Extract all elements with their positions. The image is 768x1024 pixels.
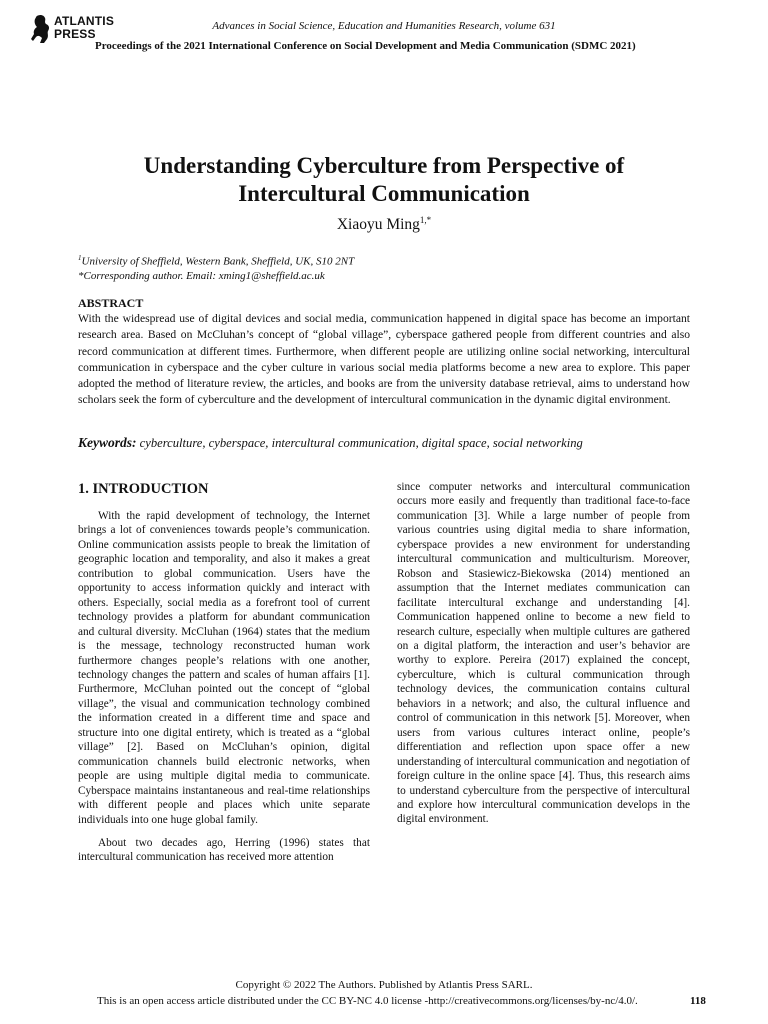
keywords-label: Keywords: [78, 435, 137, 450]
title-line1: Understanding Cyberculture from Perspective of [143, 153, 625, 178]
paper-title [60, 152, 708, 208]
right-column [397, 480, 690, 827]
author-marks: 1,* [419, 215, 432, 225]
author-name: Xiaoyu Ming [336, 216, 420, 234]
abstract-heading: ABSTRACT [78, 296, 144, 310]
left-column [78, 509, 370, 865]
corresponding-author: *Corresponding author. Email: xming1@sheffield.ac.uk [78, 269, 325, 282]
affiliation: University of Sheffield, Western Bank, Sheffield, UK, S10 2NT [81, 255, 355, 268]
intro-paragraph-2: About two decades ago, Herring (1996) states that intercultural communication has received more attention [78, 836, 370, 864]
copyright-notice: Copyright © 2022 The Authors. Published by Atlantis Press SARL. [235, 979, 533, 991]
title-line2: Intercultural Communication [238, 181, 530, 206]
affiliations [78, 251, 354, 283]
intro-paragraph-1: With the rapid development of technology, the Internet brings a lot of conveniences towards people’s communication. Online communication assists people to break the limitation of geographic location and temporality, and also it makes a great contribution to global communication. Users have the opportunity to access information quickly and interact with others. Especially, social media as a forefront tool of current technology provides a platform for abundant communication and cultural diversity. McCluhan (1964) states that the medium is the message, technology reconstructed human work furthermore changes people’s relations with one another, technology changes the pattern and scales of human affairs [1]. Furthermore, McCluhan pointed out the concept of “global village”, the visual and communication technology combined the information created in a different time and space and structure into one digital entirety, which is treated as a “global village” [2]. Based on McCluhan’s opinion, digital communication channels build electronic networks, when people are using multiple digital media to communicate. Cyberspace maintains instantaneous and real-time relationships with different people and places which unite separate individuals into one huge global family. [78, 510, 370, 826]
keywords [78, 435, 583, 451]
section-heading: 1. INTRODUCTION [78, 481, 209, 497]
keywords-list: cyberculture, cyberspace, intercultural communication, digital space, social networking [139, 436, 583, 450]
proceedings-name: Proceedings of the 2021 International Conference on Social Development and Media Communication (SDMC 2021) [95, 40, 636, 52]
intro-paragraph-continued: since computer networks and intercultural communication occurs more easily and frequently than traditional face-to-face communication [3]. While a large number of people from various countries using digital media to share information, cyberspace provides a new environment for understanding intercultural communication and multiculturism. Moreover, Robson and Stasiewicz-Biekowska (2014) mentioned an assumption that the Internet mediates communication can facilitate intercultural exchange and understanding [4]. Communication happened online to become a new field to research culture, especially when multiple cultures are gathered on a digital platform, the interaction and user’s behavior are worthy to explore. Pereira (2017) explained the concept, cyberculture, which is cultural communication through technology devices, the communication contains cultural behaviors in a network; and also, the cultural influence and control of communication in this network [5]. Moreover, when users from various cultures interact online, people’s differentiation and reflection upon space offer a new understanding of intercultural communication and negotiation of foreign culture in the online space [4]. Thus, this research aims to understand cyberculture from the perspective of intercultural and explore how intercultural communication develops in the digital environment. [397, 481, 690, 826]
author-line [0, 215, 768, 234]
abstract-text: With the widespread use of digital devices and social media, communication happened in digital space has become an important research area. Based on McCluhan’s concept of “global village”, cyberspace gathered people from different countries and also record communication at different times. Furthermore, when different people are utilizing online social networking, intercultural communication in cyberspace and the cyber culture in various social media platforms become a new area to explore. This paper adopted the method of literature review, the articles, and books are from the university database retrieval, aims to understand how scholars seek the form of cyberculture and the development of intercultural communication in the dynamic digital environment. [78, 312, 690, 407]
page-number: 118 [690, 995, 706, 1007]
journal-name: Advances in Social Science, Education and Humanities Research, volume 631 [212, 20, 556, 32]
logo-line1: ATLANTIS [54, 14, 115, 28]
logo-line2: PRESS [54, 27, 96, 41]
affiliation-line [78, 251, 354, 269]
license-notice: This is an open access article distributed under the CC BY-NC 4.0 license -http://creativecommons.org/licenses/by-nc/4.0/. [97, 995, 638, 1007]
affiliation-mark: 1 [78, 254, 82, 262]
